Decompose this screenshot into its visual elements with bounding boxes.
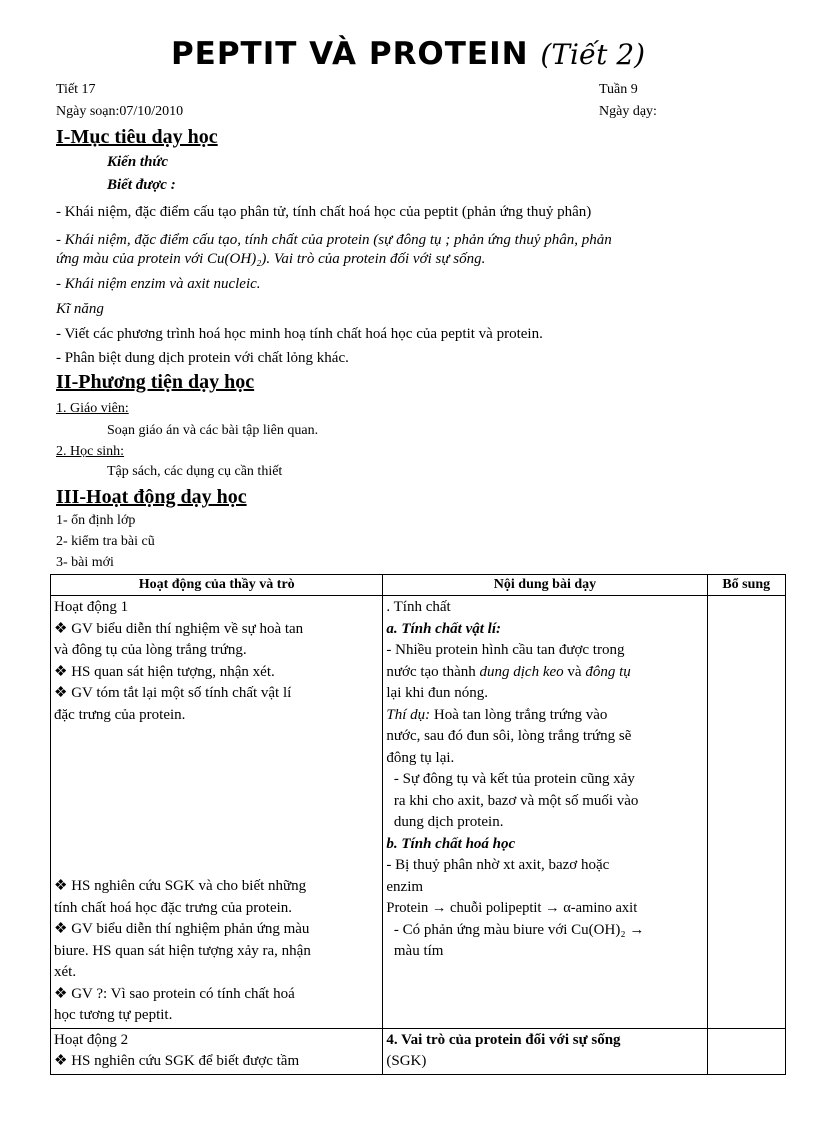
list-item: đặc trưng của protein. (54, 706, 186, 723)
content-cell-1 (383, 596, 707, 1029)
know-label: Biết được : (107, 177, 176, 193)
objective-line-2: - Khái niệm, đặc điểm cấu tạo, tính chất của protein (sự đông tụ ; phản ứng thuỷ phân, phản (56, 232, 612, 248)
knowledge-label: Kiến thức (107, 154, 169, 170)
spacer (54, 726, 379, 876)
notes-cell-2 (707, 1028, 785, 1074)
objective-line-4: - Khái niệm enzim và axit nucleic. (56, 276, 261, 292)
objective-line-3: ứng màu của protein với Cu(OH)₂). Vai trò của protein đối với sự sống. (56, 251, 486, 267)
activity-title-2: Hoạt động 2 (54, 1031, 129, 1048)
physical-props-heading: a. Tính chất vật lí: (386, 620, 501, 637)
table-header-row (51, 575, 786, 596)
list-item: ❖ GV tóm tắt lại một số tính chất vật lí (54, 685, 292, 701)
skill-line-2: - Phân biệt dung dịch protein với chất lỏng khác. (56, 350, 349, 366)
table-row (51, 596, 786, 1029)
list-item: tính chất hoá học đặc trưng của protein. (54, 899, 293, 916)
lesson-table (50, 574, 786, 1075)
list-item: - Bị thuỷ phân nhờ xt axit, bazơ hoặc (386, 857, 610, 873)
list-item: học tương tự peptit. (54, 1007, 173, 1023)
content-cell-2 (383, 1028, 707, 1074)
teacher-label: 1. Giáo viên: (56, 401, 129, 416)
section-1-heading: I-Mục tiêu dạy học (56, 126, 218, 148)
list-item: ❖ HS nghiên cứu SGK để biết được tầm (54, 1053, 300, 1069)
list-item: ra khi cho axit, bazơ và một số muối vào (386, 792, 639, 809)
list-item: Thí dụ: Hoà tan lòng trắng trứng vào (386, 706, 608, 723)
activities-cell-2 (51, 1028, 383, 1074)
list-item: ❖ GV biểu diễn thí nghiệm về sự hoà tan (54, 620, 304, 637)
list-item: dung dịch protein. (386, 814, 504, 830)
step-1: 1- ổn định lớp (56, 513, 136, 528)
list-item: - Có phản ứng màu biure với Cu(OH)₂ → (386, 921, 645, 938)
skills-label: Kĩ năng (56, 301, 104, 317)
header-content: Nội dung bài dạy (383, 575, 707, 596)
list-item: lại khi đun nóng. (386, 685, 489, 701)
activities-cell-1 (51, 596, 383, 1029)
list-item: nước tạo thành dung dịch keo và đông tụ (386, 663, 631, 680)
activity-title-1: Hoạt động 1 (54, 599, 129, 615)
student-label: 2. Học sinh: (56, 444, 125, 459)
lesson-number: Tiết 17 (56, 82, 96, 97)
list-item: ❖ HS nghiên cứu SGK và cho biết những (54, 878, 307, 894)
list-item: Protein → chuỗi polipeptit → α-amino axit (386, 900, 638, 916)
list-item: ❖ GV ?: Vì sao protein có tính chất hoá (54, 985, 295, 1002)
week-number: Tuần 9 (599, 82, 638, 97)
chemical-props-heading: b. Tính chất hoá học (386, 835, 516, 852)
teach-date: Ngày dạy: (599, 104, 657, 119)
list-item: xét. (54, 964, 77, 980)
list-item: ❖ HS quan sát hiện tượng, nhận xét. (54, 663, 275, 680)
list-item: - Nhiều protein hình cầu tan được trong (386, 642, 625, 658)
teacher-text: Soạn giáo án và các bài tập liên quan. (107, 423, 319, 438)
list-item: biure. HS quan sát hiện tượng xảy ra, nhận (54, 942, 311, 959)
step-3: 3- bài mới (56, 555, 114, 570)
title-subtitle: (Tiết 2) (540, 38, 646, 71)
list-item: enzim (386, 878, 424, 895)
step-2: 2- kiểm tra bài cũ (56, 534, 155, 549)
list-item: đông tụ lại. (386, 749, 455, 766)
list-item: và đông tụ của lòng trắng trứng. (54, 642, 247, 658)
list-item: màu tím (386, 943, 444, 959)
student-text: Tập sách, các dụng cụ cần thiết (107, 464, 283, 479)
section-2-heading: II-Phương tiện dạy học (56, 371, 255, 393)
objective-line-1: - Khái niệm, đặc điểm cấu tạo phân tử, tính chất hoá học của peptit (phản ứng thuỷ phân) (56, 204, 592, 220)
skill-line-1: - Viết các phương trình hoá học minh hoạ tính chất hoá học của peptit và protein. (56, 326, 543, 342)
page-title (0, 36, 816, 72)
section-3-heading: III-Hoạt động dạy học (56, 486, 247, 508)
role-heading: 4. Vai trò của protein đối với sự sống (386, 1031, 621, 1048)
header-activities: Hoạt động của thầy và trò (51, 575, 383, 596)
content-title: . Tính chất (386, 599, 451, 615)
notes-cell-1 (707, 596, 785, 1029)
list-item: (SGK) (386, 1053, 427, 1069)
table-row (51, 1028, 786, 1074)
title-main: PEPTIT VÀ PROTEIN (170, 36, 529, 72)
prep-date: Ngày soạn:07/10/2010 (56, 104, 184, 119)
header-notes: Bổ sung (707, 575, 785, 596)
list-item: nước, sau đó đun sôi, lòng trắng trứng sẽ (386, 728, 632, 744)
list-item: - Sự đông tụ và kết tủa protein cũng xảy (386, 771, 635, 787)
list-item: ❖ GV biểu diễn thí nghiệm phản ứng màu (54, 921, 310, 937)
